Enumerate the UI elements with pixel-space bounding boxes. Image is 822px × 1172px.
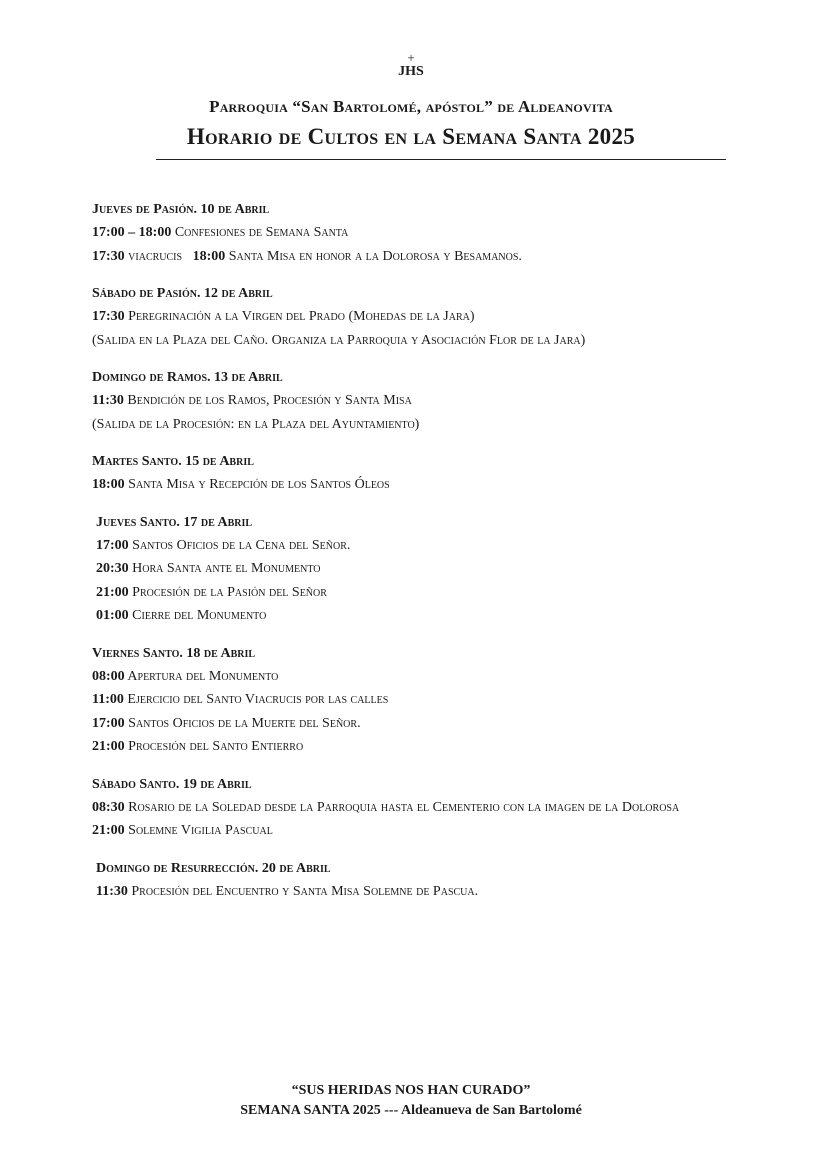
schedule-entry xyxy=(92,735,792,759)
entry-text: Bendición de los Ramos, Procesión y Santa Misa xyxy=(127,393,412,408)
section-title: Domingo de Ramos. 13 de Abril xyxy=(92,370,283,385)
schedule-section xyxy=(92,773,792,843)
entry-time: 11:30 xyxy=(92,393,124,408)
entry-text: Procesión del Encuentro y Santa Misa Solemne de Pascua. xyxy=(131,883,479,899)
entry-text: Santa Misa en honor a la Dolorosa y Besamanos. xyxy=(228,248,522,264)
schedule-section xyxy=(92,511,792,628)
schedule-entry xyxy=(96,557,792,581)
schedule-entry xyxy=(92,221,792,245)
schedule-entry xyxy=(92,712,792,736)
schedule-entry xyxy=(96,604,792,628)
entry-time: 11:30 xyxy=(96,883,128,899)
title-divider xyxy=(156,159,726,160)
entry-time: 01:00 xyxy=(96,608,129,623)
jhs-monogram: JHS xyxy=(398,64,424,79)
schedule-entry xyxy=(92,688,792,712)
schedule-section xyxy=(92,642,792,759)
parish-name: Parroquia “San Bartolomé, apóstol” de Aldeanovita xyxy=(209,97,613,116)
entry-text: Rosario de la Soledad desde la Parroquia hasta el Cementerio con la imagen de la Dolorosa xyxy=(128,799,680,815)
section-title: Viernes Santo. 18 de Abril xyxy=(92,645,256,661)
entry-time: 08:00 xyxy=(92,668,125,684)
schedule-entry xyxy=(92,473,792,497)
section-title: Jueves Santo. 17 de Abril xyxy=(96,514,253,530)
entry-time: 17:30 xyxy=(92,248,125,264)
entry-time: 11:00 xyxy=(92,692,124,707)
section-title: Sábado Santo. 19 de Abril xyxy=(92,776,252,792)
schedule-section xyxy=(92,366,792,436)
entry-text: Cierre del Monumento xyxy=(132,608,267,623)
schedule-entry xyxy=(96,534,792,558)
entry-time: 20:30 xyxy=(96,561,129,576)
entry-time: 17:00 xyxy=(92,715,125,731)
entry-text: Confesiones de Semana Santa xyxy=(174,225,349,240)
schedule-section xyxy=(92,450,792,497)
schedule xyxy=(92,198,792,917)
entry-time: 08:30 xyxy=(92,799,125,815)
entry-time: 18:00 xyxy=(192,248,226,264)
schedule-entry xyxy=(92,796,792,820)
entry-text: Procesión del Santo Entierro xyxy=(128,739,304,754)
entry-time: 18:00 xyxy=(92,477,125,492)
entry-time: 17:00 xyxy=(96,537,129,553)
section-title: Sábado de Pasión. 12 de Abril xyxy=(92,286,273,301)
schedule-entry xyxy=(92,329,792,353)
document-footer xyxy=(0,1081,822,1121)
schedule-entry xyxy=(96,880,792,904)
entry-text: (Salida de la Procesión: en la Plaza del Ayuntamiento) xyxy=(92,416,420,432)
schedule-entry xyxy=(92,305,792,329)
entry-text: Santos Oficios de la Cena del Señor. xyxy=(132,537,351,553)
entry-text: Hora Santa ante el Monumento xyxy=(132,561,321,576)
entry-time: 17:30 xyxy=(92,309,125,324)
entry-text: Santa Misa y Recepción de los Santos Óleos xyxy=(128,477,390,492)
schedule-section xyxy=(92,198,792,268)
entry-text: Santos Oficios de la Muerte del Señor. xyxy=(128,715,361,731)
entry-text: Solemne Vigilia Pascual xyxy=(128,823,273,838)
section-title: Domingo de Resurrección. 20 de Abril xyxy=(96,860,331,876)
entry-time: 17:00 – 18:00 xyxy=(92,225,172,240)
entry-time: 21:00 xyxy=(96,584,129,600)
schedule-entry xyxy=(92,819,792,843)
schedule-entry xyxy=(92,665,792,689)
footer-motto: “SUS HERIDAS NOS HAN CURADO” xyxy=(291,1083,531,1098)
page-title: Horario de Cultos en la Semana Santa 2025 xyxy=(186,124,636,149)
schedule-entry xyxy=(96,581,792,605)
schedule-entry xyxy=(92,245,792,269)
schedule-entry xyxy=(92,389,792,413)
section-title: Jueves de Pasión. 10 de Abril xyxy=(92,202,270,217)
entry-text: (Salida en la Plaza del Caño. Organiza la Parroquia y Asociación Flor de la Jara) xyxy=(92,332,586,348)
section-title: Martes Santo. 15 de Abril xyxy=(92,454,254,469)
schedule-section xyxy=(92,282,792,352)
entry-time: 21:00 xyxy=(92,823,125,838)
footer-signature: SEMANA SANTA 2025 --- Aldeanueva de San Bartolomé xyxy=(240,1103,582,1118)
schedule-entry xyxy=(92,413,792,437)
entry-text: viacrucis xyxy=(128,248,183,264)
entry-text: Apertura del Monumento xyxy=(127,668,279,684)
schedule-section xyxy=(92,857,792,904)
entry-text: Procesión de la Pasión del Señor xyxy=(132,584,327,600)
cross-icon: + xyxy=(407,50,415,65)
entry-text: Peregrinación a la Virgen del Prado (Mohedas de la Jara) xyxy=(128,309,475,324)
entry-text: Ejercicio del Santo Viacrucis por las calles xyxy=(127,692,389,707)
entry-time: 21:00 xyxy=(92,739,125,754)
